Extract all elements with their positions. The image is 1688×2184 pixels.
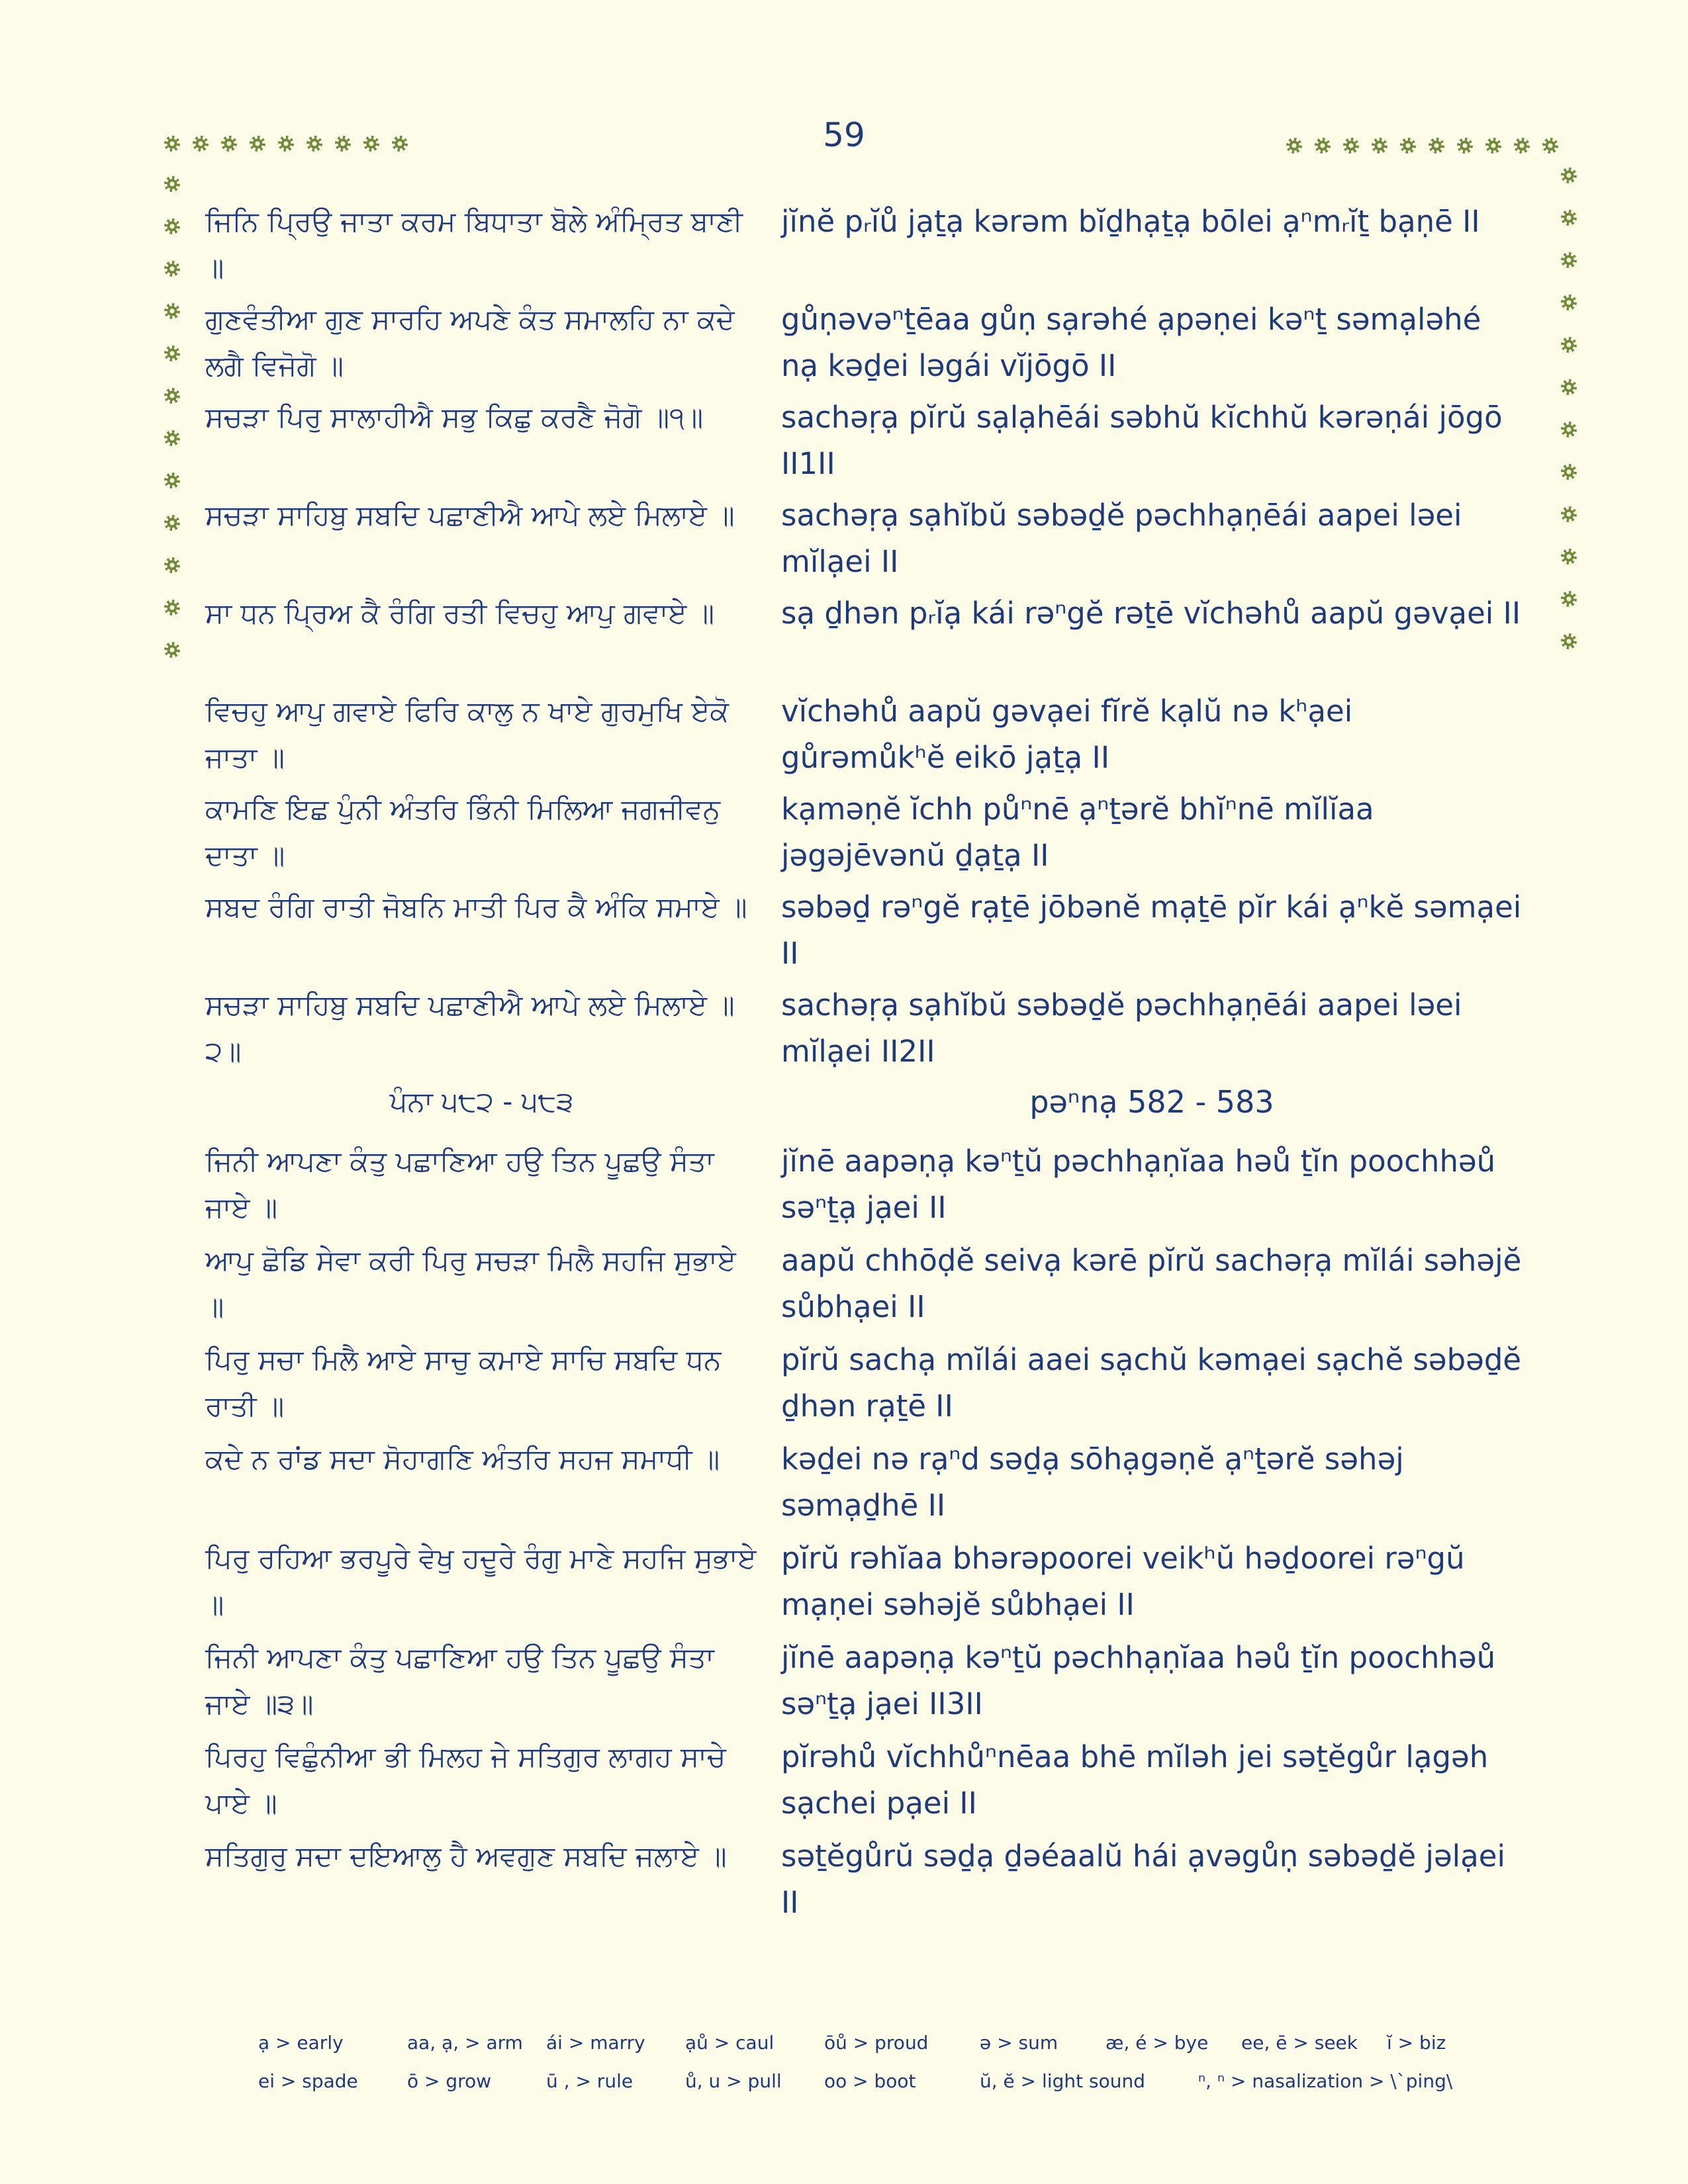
legend-item: ū , > rule [546,2070,633,2092]
transliteration-line: sachəṛạ sạhĭbŭ səbəḏĕ pəchhạṇēái aapei ləei mĭlạei II [781,498,1462,579]
gurmukhi-line: ਜਿਨੀ ਆਪਣਾ ਕੰਤੁ ਪਛਾਣਿਆ ਹਉ ਤਿਨ ਪੂਛਉ ਸੰਤਾ ਜਾਏ ॥੩॥ [205,1641,714,1720]
legend-item: ái > marry [546,2032,645,2054]
flower-icon [162,259,182,279]
flower-icon [1559,462,1579,482]
legend-item: ō > grow [407,2070,492,2092]
flower-icon [1559,377,1579,397]
transliteration-line: vĭchəhů aapŭ gəvạei fĭrĕ kạlŭ nə kʰạei gůrəmůkʰĕ eikō jạṯạ II [781,694,1353,775]
gurmukhi-line: ਸਚੜਾ ਸਾਹਿਬੁ ਸਬਦਿ ਪਛਾਣੀਐ ਆਪੇ ਲਏ ਮਿਲਾਏ ॥ [205,499,735,531]
gurmukhi-line: ਕਾਮਣਿ ਇਛ ਪੁੰਨੀ ਅੰਤਰਿ ਭਿੰਨੀ ਮਿਲਿਆ ਜਗਜੀਵਨੁ ਦਾਤਾ ॥ [205,793,721,872]
flower-icon [1341,136,1361,156]
flower-icon [1512,136,1532,156]
flower-icon [1483,136,1503,156]
gurmukhi-line: ਗੁਣਵੰਤੀਆ ਗੁਣ ਸਾਰਹਿ ਅਪਣੇ ਕੰਤ ਸਮਾਲਹਿ ਨਾ ਕਦੇ ਲਗੈ ਵਿਜੋਗੋ ॥ [205,303,735,382]
transliteration-line: kəḏei nə rạⁿd səḏạ sōhạgəṇĕ ạⁿṯərĕ səhəj səmạḏhē II [781,1441,1404,1523]
pronunciation-legend [258,2032,1503,2109]
legend-item: ĭ > biz [1387,2032,1446,2054]
flower-icon [276,134,296,154]
flower-icon [1540,136,1560,156]
legend-item: ee, ē > seek [1241,2032,1358,2054]
legend-row [258,2032,1503,2070]
gurmukhi-line: ਪਿਰਹੁ ਵਿਛੁੰਨੀਆ ਭੀ ਮਿਲਹ ਜੇ ਸਤਿਗੁਰ ਲਾਗਹ ਸਾਚੇ ਪਾਏ ॥ [205,1741,726,1819]
page-heading-gurmukhi: ਪੰਨਾ ੫੮੨ - ੫੮੩ [389,1085,574,1118]
flower-icon [191,134,211,154]
flower-icon [1559,631,1579,651]
gurmukhi-line: ਪਿਰੁ ਰਹਿਆ ਭਰਪੂਰੇ ਵੇਖੁ ਹਦੂਰੇ ਰੰਗੁ ਮਾਣੇ ਸਹਜਿ ਸੁਭਾਏ ॥ [205,1542,757,1621]
flower-icon [361,134,381,154]
flower-icon [1559,208,1579,228]
flower-icon [162,598,182,617]
page-heading-transliteration: pəⁿnạ 582 - 583 [1029,1084,1274,1120]
gurmukhi-line: ਜਿਨੀ ਆਪਣਾ ਕੰਤੁ ਪਛਾਣਿਆ ਹਉ ਤਿਨ ਪੂਛਉ ਸੰਤਾ ਜਾਏ ॥ [205,1145,714,1224]
gurmukhi-line: ਕਦੇ ਨ ਰਾਂਡ ਸਦਾ ਸੋਹਾਗਣਿ ਅੰਤਰਿ ਸਹਜ ਸਮਾਧੀ ॥ [205,1443,720,1475]
legend-item: ạů > caul [685,2032,774,2054]
legend-row [258,2070,1503,2109]
flower-icon [162,174,182,194]
flower-icon [248,134,267,154]
legend-item: ạ > early [258,2032,344,2054]
transliteration-line: pĭrŭ sachạ mĭlái aaei sạchŭ kəmạei sạchĕ səbəḏĕ ḏhən rạṯē II [781,1342,1522,1424]
gurmukhi-line: ਆਪੁ ਛੋਡਿ ਸੇਵਾ ਕਰੀ ਪਿਰੁ ਸਚੜਾ ਮਿਲੈ ਸਹਜਿ ਸੁਭਾਏ ॥ [205,1244,736,1323]
transliteration-line: pĭrŭ rəhĭaa bhərəpoorei veikʰŭ həḏoorei rəⁿgŭ mạṇei səhəjĕ sůbhạei II [781,1541,1465,1622]
gurmukhi-line: ਵਿਚਹੁ ਆਪੁ ਗਵਾਏ ਫਿਰਿ ਕਾਲੁ ਨ ਖਾਏ ਗੁਰਮੁਖਿ ਏਕੋ ਜਾਤਾ ॥ [205,695,729,774]
flower-icon [1559,293,1579,312]
flower-icon [162,134,182,154]
flower-icon [162,386,182,406]
flower-icon [1398,136,1418,156]
flower-icon [162,555,182,575]
transliteration-line: jĭnĕ pᵣĭů jạṯạ kərəm bĭḏhạṯạ bōlei ạⁿmᵣĭṯ bạṇē II [781,204,1480,239]
transliteration-line: sachəṛạ sạhĭbŭ səbəḏĕ pəchhạṇēái aapei ləei mĭlạei II2II [781,987,1462,1069]
gurmukhi-line: ਪਿਰੁ ਸਚਾ ਮਿਲੈ ਆਏ ਸਾਚੁ ਕਮਾਏ ਸਾਚਿ ਸਬਦਿ ਧਨ ਰਾਤੀ ॥ [205,1343,722,1422]
flower-icon [162,640,182,660]
flower-icon [162,428,182,448]
flower-icon [1559,589,1579,609]
legend-item: ⁿ, ⁿ > nasalization > \`ping\ [1198,2070,1453,2092]
gurmukhi-line: ਸਾ ਧਨ ਪ੍ਰਿਅ ਕੈ ਰੰਗਿ ਰਤੀ ਵਿਚਹੁ ਆਪੁ ਗਵਾਏ ॥ [205,597,715,629]
flower-icon [1427,136,1446,156]
flower-icon [1559,335,1579,355]
flower-icon [1370,136,1389,156]
flower-icon [1559,547,1579,567]
flower-icon [333,134,353,154]
transliteration-line: jĭnē aapəṇạ kəⁿṯŭ pəchhạṇĭaa həů ṯĭn poochhəů səⁿṯạ jạei II [781,1144,1496,1225]
flower-icon [1559,250,1579,270]
flower-icon [162,301,182,321]
page-number: 59 [823,116,865,154]
transliteration-line: səbəḏ rəⁿgĕ rạṯē jōbənĕ mạṯē pĭr kái ạⁿkĕ səmạei II [781,889,1522,971]
gurmukhi-line: ਸਤਿਗੁਰੁ ਸਦਾ ਦਇਆਲੁ ਹੈ ਅਵਗੁਣ ਸਬਦਿ ਜਲਾਏ ॥ [205,1840,727,1872]
flower-icon [162,513,182,533]
flower-icon [1313,136,1333,156]
transliteration-line: sạ ḏhən pᵣĭạ kái rəⁿgĕ rəṯē vĭchəhů aapŭ gəvạei II [781,596,1521,631]
transliteration-line: sachəṛạ pĭrŭ sạlạhēái səbhŭ kĭchhŭ kərəṇái jōgō II1II [781,400,1503,481]
transliteration-line: aapŭ chhōḍĕ seivạ kərē pĭrŭ sachəṛạ mĭlái səhəjĕ sůbhạei II [781,1243,1522,1324]
transliteration-line: pĭrəhů vĭchhůⁿnēaa bhē mĭləh jei səṯĕgůr lạgəh sạchei pạei II [781,1739,1489,1821]
transliteration-line: kạməṇĕ ĭchh půⁿnē ạⁿṯərĕ bhĭⁿnē mĭlĭaa jəgəjēvənŭ ḏạṯạ II [781,792,1374,873]
gurmukhi-line: ਸਚੜਾ ਸਾਹਿਬੁ ਸਬਦਿ ਪਛਾਣੀਐ ਆਪੇ ਲਏ ਮਿਲਾਏ ॥੨॥ [205,989,735,1068]
flower-icon [162,343,182,363]
legend-item: aa, ạ, > arm [407,2032,523,2054]
legend-item: æ, é > bye [1105,2032,1209,2054]
legend-item: ŭ, ĕ > light sound [980,2070,1145,2092]
flower-icon [1559,165,1579,185]
legend-item: ei > spade [258,2070,358,2092]
flower-icon [162,216,182,236]
gurmukhi-line: ਸਚੜਾ ਪਿਰੁ ਸਾਲਾਹੀਐ ਸਭੁ ਕਿਛੁ ਕਰਣੈ ਜੋਗੋ ॥੧॥ [205,401,704,433]
flower-icon [219,134,239,154]
flower-icon [1284,136,1304,156]
transliteration-line: səṯĕgůrŭ səḏạ ḏəéaalŭ hái ạvəgůṇ səbəḏĕ jəlạei II [781,1839,1505,1920]
legend-item: ə > sum [980,2032,1058,2054]
legend-item: ů, u > pull [685,2070,782,2092]
flower-icon [305,134,324,154]
flower-icon [1559,504,1579,524]
gurmukhi-line: ਜਿਨਿ ਪ੍ਰਿਉ ਜਾਤਾ ਕਰਮ ਬਿਧਾਤਾ ਬੋਲੇ ਅੰਮ੍ਰਿਤ ਬਾਣੀ ॥ [205,205,743,284]
legend-item: oo > boot [824,2070,916,2092]
flower-icon [390,134,410,154]
flower-icon [1559,420,1579,439]
flower-icon [1455,136,1475,156]
transliteration-line: gůṇəvəⁿṯēaa gůṇ sạrəhé ạpəṇei kəⁿṯ səmạləhé nạ kəḏei ləgái vĭjōgō II [781,302,1481,383]
flower-icon [162,471,182,490]
transliteration-line: jĭnē aapəṇạ kəⁿṯŭ pəchhạṇĭaa həů ṯĭn poochhəů səⁿṯạ jạei II3II [781,1640,1496,1721]
legend-item: ōů > proud [824,2032,929,2054]
gurmukhi-line: ਸਬਦ ਰੰਗਿ ਰਾਤੀ ਜੋਬਨਿ ਮਾਤੀ ਪਿਰ ਕੈ ਅੰਕਿ ਸਮਾਏ ॥ [205,891,747,923]
